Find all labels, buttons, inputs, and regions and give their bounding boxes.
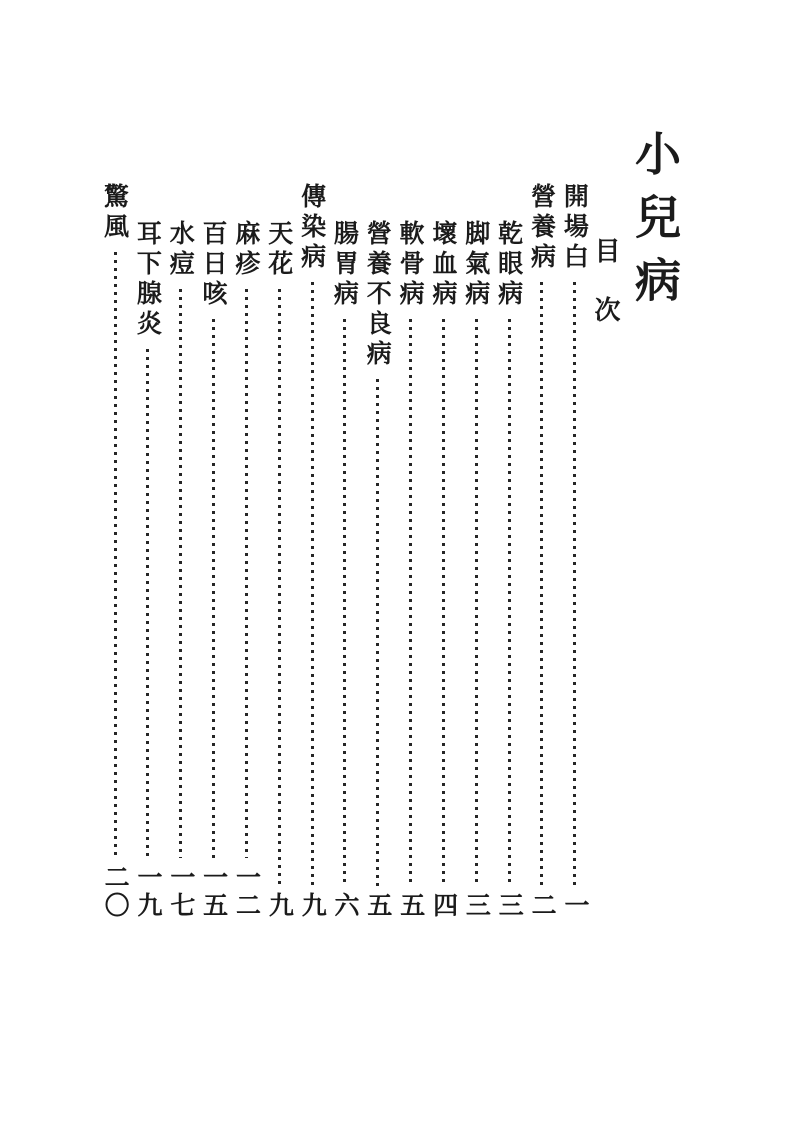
toc-entry-page: 四 [429,892,459,920]
toc-entry-title: 腸胃病 [330,220,360,310]
toc-entry-page: 三 [495,892,525,920]
toc-list [101,183,589,920]
dotted-leader [179,289,182,858]
dotted-leader [343,319,346,886]
dotted-leader [245,289,248,858]
book-title: 小兒病 [628,130,682,319]
toc-entry [364,183,392,920]
toc-entry-title: 天花 [264,220,294,280]
toc-entry-title: 百日咳 [199,220,229,310]
toc-entry-page: 二 [528,892,558,920]
dotted-leader [311,282,314,886]
toc-entry-page: 一 [560,892,590,920]
toc-entry-page: 一九 [133,864,163,920]
toc-entry [101,183,129,920]
toc-entry-page: 九 [298,892,328,920]
toc-entry-title: 水痘 [166,220,196,280]
toc-entry-title: 壞血病 [428,220,458,310]
toc-heading: 目次 [590,237,620,355]
toc-entry-page: 九 [265,892,295,920]
dotted-leader [508,319,511,886]
toc-entry-title: 營養病 [527,183,557,273]
toc-entry-title: 麻疹 [231,220,261,280]
toc-entry [200,183,228,920]
toc-entry-page: 六 [331,892,361,920]
toc-entry-page: 二〇 [101,864,131,920]
dotted-leader [212,319,215,858]
toc-entry-title: 耳下腺炎 [133,220,163,340]
toc-entry-page: 一五 [199,864,229,920]
toc-entry [167,183,195,920]
dotted-leader [573,282,576,886]
toc-entry [528,183,556,920]
toc-entry [495,183,523,920]
toc-entry [561,183,589,920]
toc-entry-title: 傳染病 [297,183,327,273]
toc-entry-title: 驚風 [100,183,130,243]
toc-entry [232,183,260,920]
dotted-leader [409,319,412,886]
toc-entry [265,183,293,920]
toc-entry-title: 開場白 [560,183,590,273]
toc-entry-page: 五 [396,892,426,920]
dotted-leader [146,349,149,858]
dotted-leader [540,282,543,886]
toc-entry [298,183,326,920]
dotted-leader [278,289,281,886]
toc-entry [429,183,457,920]
toc-entry-title: 軟骨病 [396,220,426,310]
toc-entry-page: 一七 [166,864,196,920]
toc-entry-page: 五 [363,892,393,920]
toc-entry-page: 一二 [232,864,262,920]
toc-entry [134,183,162,920]
toc-entry-page: 三 [462,892,492,920]
dotted-leader [475,319,478,886]
toc-entry-title: 乾眼病 [494,220,524,310]
toc-entry [462,183,490,920]
dotted-leader [376,379,379,886]
toc-entry-title: 脚氣病 [461,220,491,310]
toc-entry-title: 營養不良病 [363,220,393,370]
toc-entry [397,183,425,920]
dotted-leader [442,319,445,886]
dotted-leader [114,252,117,858]
toc-entry [331,183,359,920]
